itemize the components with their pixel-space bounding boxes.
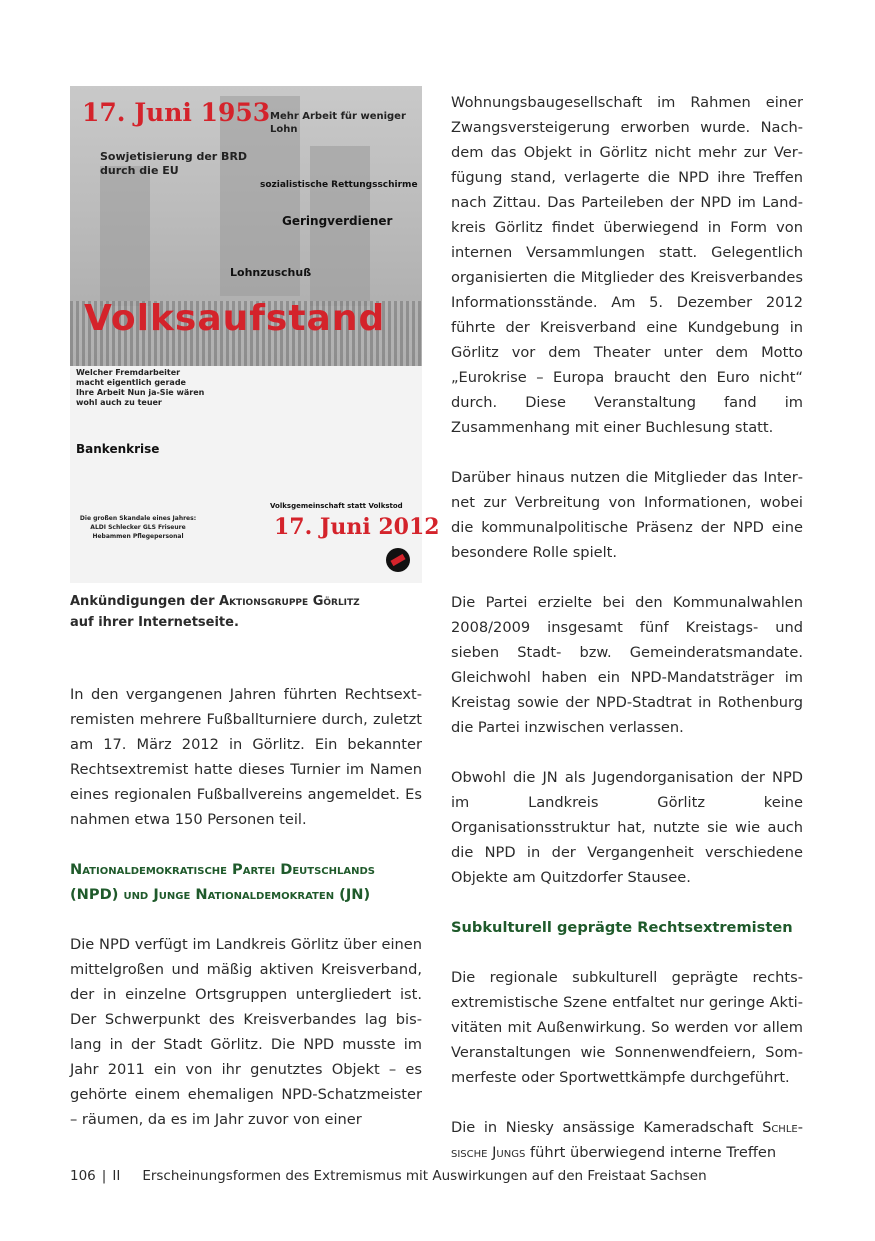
poster-line-7: Volksgemeinschaft statt Volkstod	[270, 502, 403, 510]
page-footer: 106 | II Erscheinungsformen des Extremismus mit Auswirkungen auf den Freistaat Sachsen	[70, 1168, 707, 1184]
poster-date-bottom: 17. Juni 2012	[274, 514, 440, 540]
poster-line-8: Die großen Skandale eines Jahres: ALDI Schlecker GLS Friseure Hebammen Pflegepersonal	[79, 515, 197, 540]
right-column	[451, 90, 803, 1165]
right-paragraph-5: Die regionale subkulturell geprägte rechtsextremistische Szene entfaltet nur geringe Aktivitäten mit Außenwirkung. So werden vor allem Veranstaltungen wie Sonnenwendfeiern, Sommerfeste oder Sportwettkämpfe durchgeführt.	[451, 969, 803, 1086]
antifa-logo-icon	[386, 548, 410, 572]
section-heading-npd: Nationaldemokratische Partei Deutschlands (NPD) und Junge Nationaldemokraten (JN)	[70, 861, 375, 903]
left-column	[70, 86, 440, 1132]
poster-big-text: Volksaufstand	[84, 298, 386, 339]
poster-line-3: Geringverdiener	[282, 214, 393, 228]
right-paragraph-1: Wohnungsbaugesellschaft im Rahmen einer Zwangsversteigerung erworben wurde. Nachdem das Objekt in Görlitz nicht mehr zur Verfügung stand, verlagerte die NPD ihre Treffen nach Zittau. Das Parteileben der NPD im Landkreis Görlitz findet überwiegend in Form von internen Versammlungen statt. Gelegentlich organisierten die Mitglieder des Kreisverbandes Informationsstände. Am 5. Dezember 2012 führte der Kreisverband eine Kundgebung in Görlitz vor dem Theater unter dem Motto „Eurokrise – Europa braucht den Euro nicht“ durch. Diese Veranstaltung fand im Zusammenhang mit einer Buchlesung statt.	[451, 94, 803, 436]
right-paragraph-4: Obwohl die JN als Jugendorganisation der NPD im Landkreis Görlitz keine Organisationsstruktur hat, nutzte sie wie auch die NPD in der Vergangenheit verschiedene Objekte am Quitzdorfer Stausee.	[451, 769, 803, 886]
right-paragraph-3: Die Partei erzielte bei den Kommunalwahlen 2008/2009 insgesamt fünf Kreistags- und sieben Stadt- bzw. Gemeinderatsmandate. Gleichwohl haben ein NPD-Mandatsträger im Kreistag sowie der NPD-Stadtrat in Rothenburg die Partei inzwischen verlassen.	[451, 594, 803, 736]
poster-line-4: Lohnzuschuß	[230, 266, 312, 279]
image-caption: Ankündigungen der Aktionsgruppe Görlitz auf ihrer Internetseite.	[70, 594, 360, 630]
right-paragraph-6: Die in Niesky ansässige Kameradschaft Schlesische Jungs führt überwiegend interne Treffen	[451, 1119, 803, 1161]
poster-line-1: Sowjetisierung der BRD durch die EU	[100, 150, 248, 177]
footer-title: Erscheinungsformen des Extremismus mit Auswirkungen auf den Freistaat Sachsen	[142, 1168, 707, 1184]
poster-line-5: Welcher Fremdarbeiter macht eigentlich gerade Ihre Arbeit Nun ja-Sie wären wohl auch zu teuer	[76, 368, 205, 407]
left-paragraph-1: In den vergangenen Jahren führten Rechtsextremisten mehrere Fußballturniere durch, zuletzt am 17. März 2012 in Görlitz. Ein bekannter Rechtsextremist hatte dieses Turnier im Namen eines regionalen Fußballvereins angemeldet. Es nahmen etwa 150 Personen teil.	[70, 686, 422, 828]
poster-date-top: 17. Juni 1953	[82, 98, 271, 127]
page-number: 106	[70, 1168, 96, 1184]
poster-line-6: Bankenkrise	[76, 442, 160, 456]
poster-header: Mehr Arbeit für weniger Lohn	[270, 111, 406, 135]
left-paragraph-2: Die NPD verfügt im Landkreis Görlitz über einen mittelgroßen und mäßig aktiven Kreisverband, der in einzelne Ortsgruppen untergliedert ist. Der Schwerpunkt des Kreisverbandes lag bislang in der Stadt Görlitz. Die NPD musste im Jahr 2011 ein von ihr genutztes Objekt – es gehörte einem ehemaligen NPD-Schatzmeister – räumen, da es im Jahr zuvor von einer	[70, 936, 422, 1128]
poster-line-2: sozialistische Rettungsschirme	[260, 180, 418, 190]
right-paragraph-2: Darüber hinaus nutzen die Mitglieder das Internet zur Verbreitung von Informationen, wobei die kommunalpolitische Präsenz der NPD eine besondere Rolle spielt.	[451, 469, 803, 561]
section-heading-subkultur: Subkulturell geprägte Rechtsextremisten	[451, 919, 793, 936]
poster-image	[70, 86, 440, 583]
chapter-number: II	[112, 1168, 121, 1184]
